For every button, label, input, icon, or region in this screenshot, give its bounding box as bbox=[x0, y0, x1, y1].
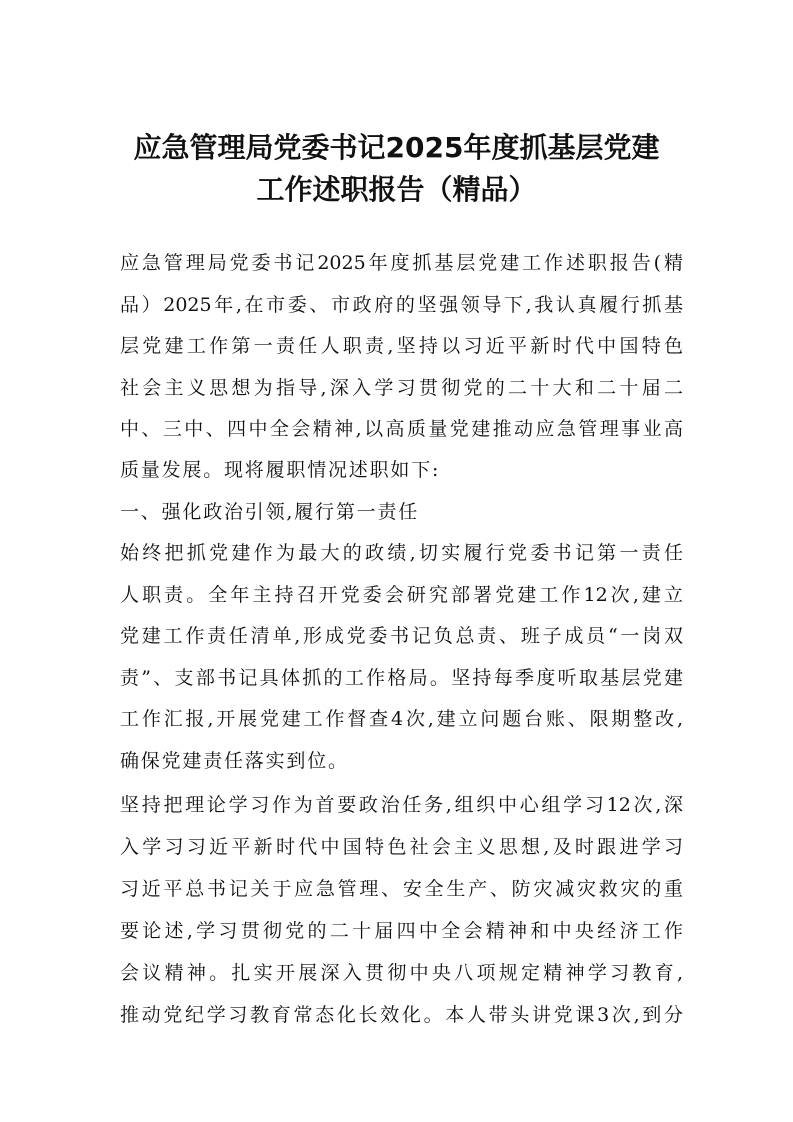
text-line: 要论述,学习贯彻党的二十届四中全会精神和中央经济工作 bbox=[120, 920, 683, 942]
text-line: 工作汇报,开展党建工作督查4次,建立问题台账、限期整改, bbox=[120, 708, 683, 730]
text-line: 确保党建责任落实到位。 bbox=[120, 750, 349, 772]
document-title-line-1: 应急管理局党委书记2025年度抓基层党建 bbox=[133, 131, 660, 164]
text-line: 社会主义思想为指导,深入学习贯彻党的二十大和二十届二 bbox=[120, 377, 683, 399]
text-line: 人职责。全年主持召开党委会研究部署党建工作12次,建立 bbox=[120, 584, 683, 606]
text-line: 层党建工作第一责任人职责,坚持以习近平新时代中国特色 bbox=[120, 335, 683, 357]
text-line: 品）2025年,在市委、市政府的坚强领导下,我认真履行抓基 bbox=[120, 294, 683, 316]
document-title-line-2: 工作述职报告（精品） bbox=[256, 173, 537, 206]
section-heading: 一、强化政治引领,履行第一责任 bbox=[120, 501, 420, 523]
text-line: 入学习习近平新时代中国特色社会主义思想,及时跟进学习 bbox=[120, 836, 683, 858]
text-line: 质量发展。现将履职情况述职如下: bbox=[120, 459, 441, 481]
text-line: 推动党纪学习教育常态化长效化。本人带头讲党课3次,到分 bbox=[120, 1004, 683, 1026]
text-line: 习近平总书记关于应急管理、安全生产、防灾减灾救灾的重 bbox=[120, 878, 683, 900]
text-line: 坚持把理论学习作为首要政治任务,组织中心组学习12次,深 bbox=[120, 794, 683, 816]
text-line: 始终把抓党建作为最大的政绩,切实履行党委书记第一责任 bbox=[120, 542, 683, 564]
text-line: 责”、支部书记具体抓的工作格局。坚持每季度听取基层党建 bbox=[120, 667, 683, 689]
text-line: 党建工作责任清单,形成党委书记负总责、班子成员“一岗双 bbox=[120, 625, 683, 647]
text-line: 中、三中、四中全会精神,以高质量党建推动应急管理事业高 bbox=[120, 418, 683, 440]
text-line: 会议精神。扎实开展深入贯彻中央八项规定精神学习教育, bbox=[120, 962, 683, 984]
text-line: 应急管理局党委书记2025年度抓基层党建工作述职报告(精 bbox=[120, 252, 683, 274]
